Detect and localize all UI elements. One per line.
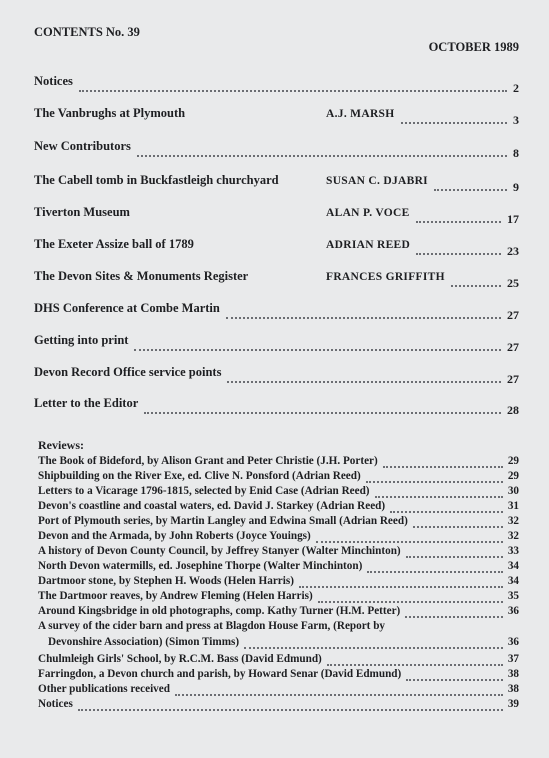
leader-dots [316,541,503,543]
review-entry [38,605,519,620]
contents-entry [34,237,519,258]
leader-dots [416,221,501,223]
entry-page-number: 28 [507,403,519,417]
contents-entry [34,139,519,160]
leader-dots [416,253,501,255]
entry-title: DHS Conference at Combe Martin [34,301,220,315]
leader-dots [367,571,503,573]
review-title-continued: Devonshire Association) (Simon Timms) [48,636,240,648]
review-entry [38,530,519,545]
entry-page-number: 27 [507,308,519,322]
leader-dots [413,526,503,528]
contents-entry [34,365,519,386]
entry-title: Getting into print [34,333,129,347]
review-page-number: 31 [507,500,519,512]
entry-author: SUSAN C. DJABRI [326,175,428,187]
contents-entry [34,333,519,354]
leader-dots [79,90,507,92]
review-title: Devon's coastline and coastal waters, ed. David J. Starkey (Adrian Reed) [38,500,386,512]
review-page-number: 30 [507,485,519,497]
leader-dots [134,349,501,351]
review-title: Farringdon, a Devon church and parish, by Howard Senar (David Edmund) [38,668,402,680]
contents-entry [34,173,519,194]
review-page-number: 29 [507,455,519,467]
review-title: Devon and the Armada, by John Roberts (Joyce Youings) [38,530,311,542]
review-title: Port of Plymouth series, by Martin Langley and Edwina Small (Adrian Reed) [38,515,408,527]
leader-dots [406,556,503,558]
entry-page-number: 8 [513,146,519,160]
review-entry [38,668,519,683]
entry-title: Notices [34,74,73,88]
entry-author: ALAN P. VOCE [326,207,410,219]
entry-author: A.J. MARSH [326,108,395,120]
review-title: The Book of Bideford, by Alison Grant and Peter Christie (J.H. Porter) [38,455,378,467]
contents-entry [34,205,519,226]
reviews-heading: Reviews: [38,438,84,452]
review-page-number: 33 [507,545,519,557]
review-entry [38,545,519,560]
leader-dots [227,381,501,383]
entry-author: ADRIAN REED [326,239,411,251]
entry-page-number: 17 [507,212,519,226]
review-title: Around Kingsbridge in old photographs, comp. Kathy Turner (H.M. Petter) [38,605,401,617]
review-title: Shipbuilding on the River Exe, ed. Clive N. Ponsford (Adrian Reed) [38,470,361,482]
review-title: Other publications received [38,683,170,695]
entry-page-number: 27 [507,340,519,354]
issue-date: OCTOBER 1989 [428,40,519,54]
review-title: North Devon watermills, ed. Josephine Thorpe (Walter Minchinton) [38,560,363,572]
leader-dots [405,616,503,618]
review-page-number: 38 [507,668,519,680]
review-entry [38,620,519,635]
contents-heading: CONTENTS No. 39 [34,25,140,39]
review-page-number: 29 [507,470,519,482]
leader-dots [175,694,503,696]
review-title: Dartmoor stone, by Stephen H. Woods (Helen Harris) [38,575,294,587]
leader-dots [327,664,503,666]
review-entry [38,560,519,575]
contents-entry [34,301,519,322]
review-entry [38,485,519,500]
entry-title: The Devon Sites & Monuments Register [34,269,249,283]
leader-dots [375,496,503,498]
review-page-number: 36 [507,636,519,648]
leader-dots [451,285,501,287]
review-page-number: 34 [507,575,519,587]
leader-dots [401,122,507,124]
contents-entry [34,74,519,95]
leader-dots [144,412,501,414]
entry-title: The Cabell tomb in Buckfastleigh churchyard [34,173,279,187]
review-page-number: 39 [507,698,519,710]
contents-entry [34,396,519,417]
leader-dots [78,709,503,711]
review-entry [38,470,519,485]
review-page-number: 35 [507,590,519,602]
leader-dots [390,511,503,513]
review-entry [38,590,519,605]
leader-dots [318,601,503,603]
entry-page-number: 9 [513,180,519,194]
entry-page-number: 25 [507,276,519,290]
leader-dots [434,189,507,191]
entry-author: FRANCES GRIFFITH [326,271,445,283]
review-entry [38,653,519,668]
review-entry [38,575,519,590]
leader-dots [299,586,503,588]
leader-dots [137,155,507,157]
review-title: Letters to a Vicarage 1796-1815, selected by Enid Case (Adrian Reed) [38,485,370,497]
review-title: Notices [38,698,73,710]
contents-entry [34,106,519,127]
review-entry-continued [38,636,519,651]
review-title: Chulmleigh Girls' School, by R.C.M. Bass (David Edmund) [38,653,322,665]
leader-dots [366,481,503,483]
entry-page-number: 2 [513,81,519,95]
review-page-number: 32 [507,515,519,527]
entry-title: Devon Record Office service points [34,365,222,379]
leader-dots [383,466,503,468]
leader-dots [406,679,503,681]
review-page-number: 36 [507,605,519,617]
review-page-number: 34 [507,560,519,572]
entry-page-number: 23 [507,244,519,258]
entry-page-number: 27 [507,372,519,386]
review-entry [38,698,519,713]
review-page-number: 38 [507,683,519,695]
entry-title: Letter to the Editor [34,396,139,410]
entry-page-number: 3 [513,113,519,127]
review-page-number: 32 [507,530,519,542]
review-title: The Dartmoor reaves, by Andrew Fleming (Helen Harris) [38,590,313,602]
entry-title: The Vanbrughs at Plymouth [34,106,186,120]
entry-title: The Exeter Assize ball of 1789 [34,237,194,251]
review-title: A survey of the cider barn and press at Blagdon House Farm, (Report by [38,620,386,632]
entry-title: Tiverton Museum [34,205,130,219]
review-entry [38,500,519,515]
leader-dots [244,647,503,649]
review-entry [38,683,519,698]
entry-title: New Contributors [34,139,131,153]
review-title: A history of Devon County Council, by Jeffrey Stanyer (Walter Minchinton) [38,545,401,557]
leader-dots [226,317,501,319]
review-page-number: 37 [507,653,519,665]
review-entry [38,515,519,530]
review-entry [38,455,519,470]
contents-entry [34,269,519,290]
